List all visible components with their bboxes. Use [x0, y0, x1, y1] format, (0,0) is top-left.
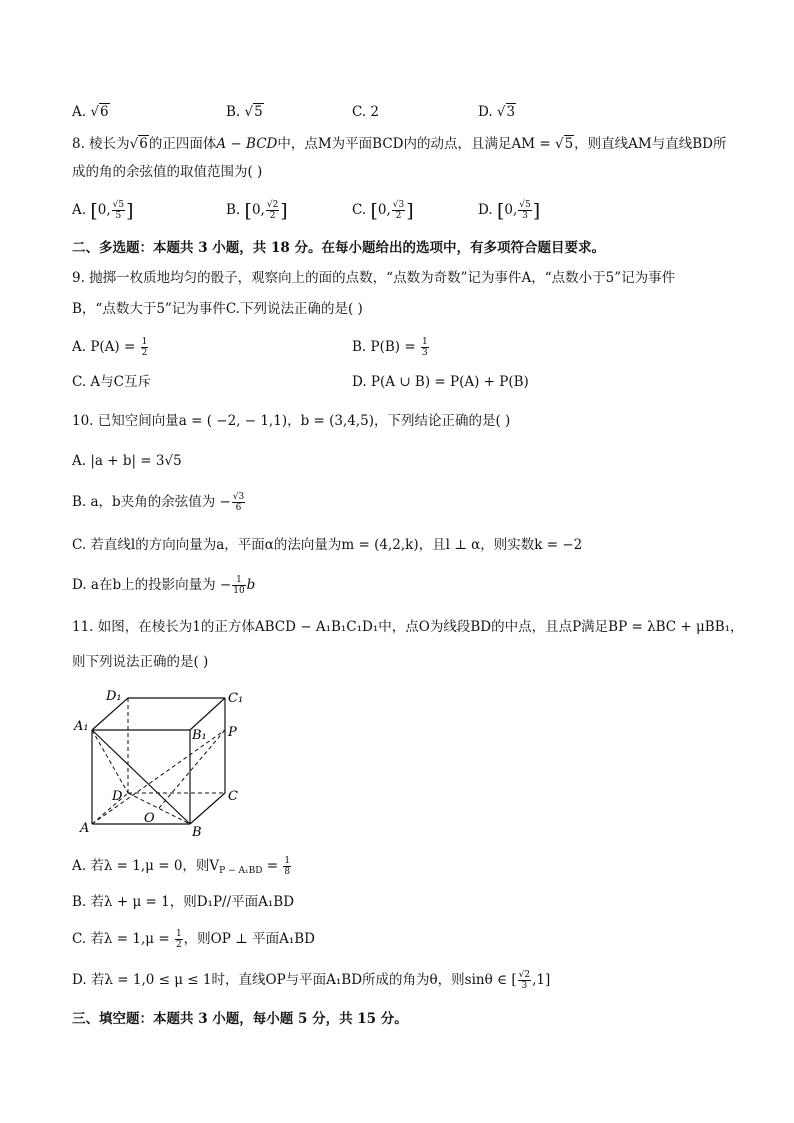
q9-option-a: A. P(A) = $\frac{1}{2}$	[72, 337, 148, 358]
q9-option-c: C. A与C互斥	[72, 374, 152, 390]
q11-option-b: B. 若λ + μ = 1，则D₁P//平面A₁BD	[72, 894, 295, 910]
q10-option-d: D. a在b上的投影向量为 − $\frac{1}{10}$ b	[72, 575, 256, 596]
section-3-heading: 三、填空题：本题共 3 小题，每小题 5 分，共 15 分。	[72, 1011, 408, 1027]
q11-option-d: D. 若λ = 1,0 ≤ μ ≤ 1时，直线OP与平面A₁BD所成的角为θ，则sinθ ∈ [ $\frac{√2}{3}$ ,1]	[72, 970, 551, 991]
q8-option-d: D. [0, $\frac{√5}{3}$ ]	[478, 200, 541, 222]
q7-option-c: C. 2	[352, 104, 380, 120]
cube-figure	[72, 684, 252, 844]
q9-stem-line2: B，“点数大于5”记为事件C.下列说法正确的是( )	[72, 301, 363, 317]
q10-option-b: B. a，b夹角的余弦值为 − $\frac{√3}{6}$	[72, 492, 245, 513]
cube-label-p: P	[228, 725, 237, 740]
q11-stem-line1: 11. 如图，在棱长为1的正方体ABCD − A₁B₁C₁D₁中，点O为线段BD的中点，且点P满足BP = λBC + μBB₁，	[72, 619, 744, 635]
cube-label-a1: A₁	[74, 719, 89, 734]
q9-stem-line1: 9. 抛掷一枚质地均匀的骰子，观察向上的面的点数，“点数为奇数”记为事件A，“点数小于5”记为事件	[72, 270, 676, 286]
q10-option-a: A. |a + b| = 3√5	[72, 453, 182, 469]
cube-label-o: O	[144, 811, 155, 826]
q9-option-b: B. P(B) = $\frac{1}{3}$	[352, 337, 428, 358]
q7-option-a: A. √6	[72, 104, 109, 120]
q7-option-d: D. √3	[478, 104, 516, 120]
cube-label-d1: D₁	[106, 689, 122, 704]
q10-stem: 10. 已知空间向量a = ( −2, − 1,1)，b = (3,4,5)，下列结论正确的是( )	[72, 413, 511, 429]
cube-solid-edges	[92, 698, 225, 824]
section-2-heading: 二、多选题：本题共 3 小题，共 18 分。在每小题给出的选项中，有多项符合题目要求。	[72, 240, 605, 256]
q8-stem-line2: 成的角的余弦值的取值范围为( )	[72, 164, 263, 180]
cube-label-a: A	[80, 821, 90, 836]
cube-label-d: D	[112, 789, 123, 804]
q7-option-b: B. √5	[226, 104, 263, 120]
q11-option-a: A. 若λ = 1,μ = 0，则$V_{P - A_1BD}$ = $\frac{1}{8}$	[72, 856, 291, 877]
q8-option-c: C. [0, $\frac{√3}{2}$ ]	[352, 200, 414, 222]
cube-label-c1: C₁	[228, 691, 244, 706]
q11-option-c: C. 若λ = 1,μ = $\frac{1}{2}$ ，则OP ⊥ 平面A₁BD	[72, 929, 316, 950]
cube-label-c: C	[228, 789, 238, 804]
q9-option-d: D. P(A ∪ B) = P(A) + P(B)	[352, 374, 529, 390]
q8-option-b: B. [0, $\frac{√2}{2}$ ]	[226, 200, 288, 222]
cube-label-b: B	[192, 825, 202, 840]
q8-option-a: A. [0, $\frac{√5}{5}$ ]	[72, 200, 134, 222]
cube-label-b1: B₁	[192, 728, 207, 743]
q11-stem-line2: 则下列说法正确的是( )	[72, 654, 209, 670]
q8-stem-line1: 8. 棱长为√6的正四面体A − BCD中，点M为平面BCD内的动点，且满足AM = √5，则直线AM与直线BD所	[72, 136, 727, 152]
q10-option-c: C. 若直线l的方向向量为a，平面α的法向量为m = (4,2,k)，且l ⊥ α，则实数k = −2	[72, 537, 583, 553]
